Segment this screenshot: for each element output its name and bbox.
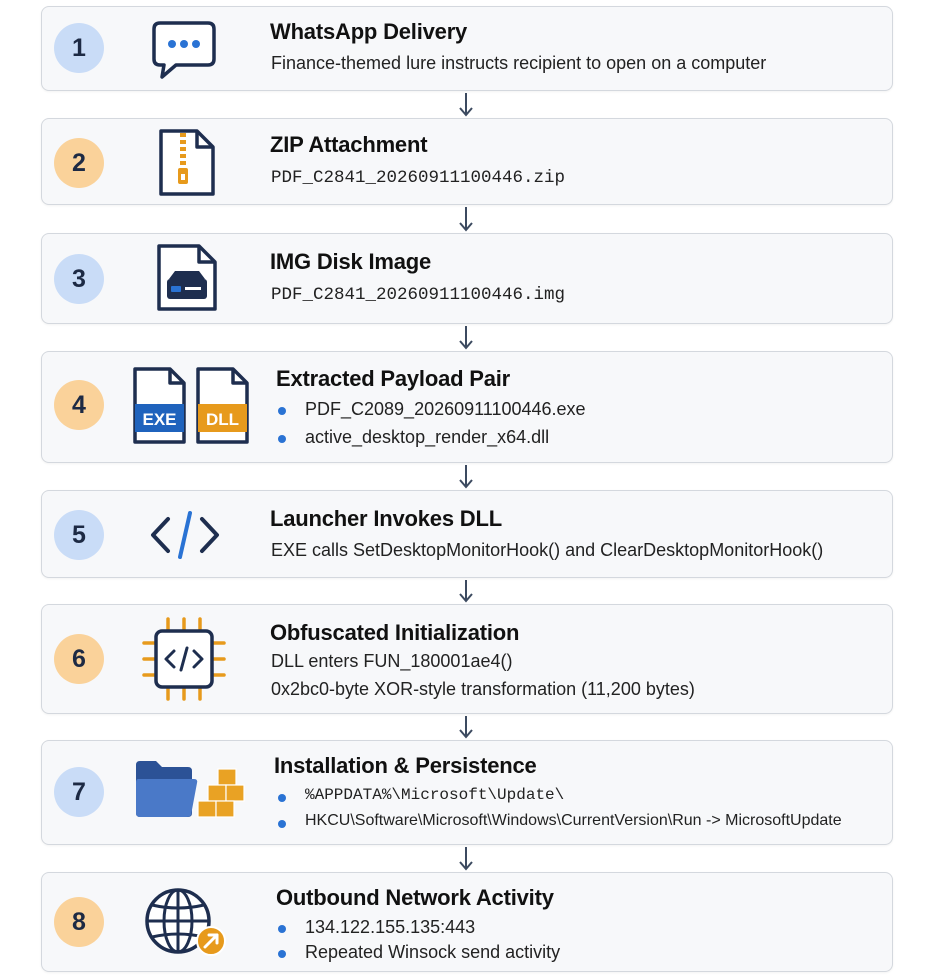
step-number-badge: 5: [54, 510, 104, 560]
exe-dll-files-icon: [132, 366, 252, 446]
step-number-badge: 4: [54, 380, 104, 430]
step-card-4: [41, 351, 893, 463]
step-card-6: [41, 604, 893, 714]
flow-arrow: [458, 91, 474, 118]
step-card-3: [41, 233, 893, 324]
step-number-badge: 7: [54, 767, 104, 817]
bullet-dot: [278, 925, 286, 933]
step-description: Finance-themed lure instructs recipient to open on a computer: [271, 53, 767, 73]
bullet-text: PDF_C2089_20260911100446.exe: [305, 399, 586, 419]
step-title: Installation & Persistence: [274, 753, 537, 778]
flow-arrow: [458, 714, 474, 740]
step-number-badge: 2: [54, 138, 104, 188]
code-brackets-icon: [148, 509, 222, 561]
bullet-text: 134.122.155.135:443: [305, 917, 476, 937]
bullet-dot: [278, 950, 286, 958]
step-description: PDF_C2841_20260911100446.img: [271, 285, 566, 305]
exe-file-label: EXE: [142, 410, 177, 429]
step-description: DLL enters FUN_180001ae4(): [271, 651, 513, 671]
step-description: 0x2bc0-byte XOR-style transformation (11,200 bytes): [271, 679, 695, 699]
step-description: PDF_C2841_20260911100446.zip: [271, 168, 566, 188]
flow-arrow: [458, 324, 474, 351]
bullet-text: Repeated Winsock send activity: [305, 942, 561, 962]
step-card-8: [41, 872, 893, 972]
globe-network-icon: [142, 885, 232, 959]
step-title: Launcher Invokes DLL: [270, 506, 502, 531]
step-number-badge: 3: [54, 254, 104, 304]
dll-file-label: DLL: [205, 410, 240, 429]
disk-image-icon: [155, 243, 219, 313]
bullet-dot: [278, 407, 286, 415]
bullet-dot: [278, 435, 286, 443]
step-card-7: [41, 740, 893, 845]
step-card-5: [41, 490, 893, 578]
step-number-badge: 1: [54, 23, 104, 73]
step-description: EXE calls SetDesktopMonitorHook() and ClearDesktopMonitorHook(): [271, 540, 824, 560]
bullet-text: active_desktop_render_x64.dll: [305, 427, 550, 447]
step-title: Outbound Network Activity: [276, 885, 554, 910]
bullet-dot: [278, 820, 286, 828]
flow-arrow: [458, 205, 474, 233]
code-chip-icon: [140, 617, 228, 701]
bullet-dot: [278, 794, 286, 802]
step-number-badge: 6: [54, 634, 104, 684]
zip-file-icon: [157, 128, 217, 198]
step-card-2: [41, 118, 893, 205]
chat-bubble-icon: [152, 19, 216, 81]
flow-arrow: [458, 578, 474, 604]
step-number-badge: 8: [54, 897, 104, 947]
bullet-text: HKCU\Software\Microsoft\Windows\CurrentVersion\Run -> MicrosoftUpdate: [305, 812, 842, 829]
step-title: ZIP Attachment: [270, 132, 428, 157]
step-card-1: [41, 6, 893, 91]
step-title: WhatsApp Delivery: [270, 19, 468, 44]
step-title: IMG Disk Image: [270, 249, 432, 274]
bullet-text: %APPDATA%\Microsoft\Update\: [305, 786, 565, 804]
step-title: Extracted Payload Pair: [276, 366, 511, 391]
step-title: Obfuscated Initialization: [270, 620, 520, 645]
flow-arrow: [458, 463, 474, 490]
folder-boxes-icon: [134, 759, 250, 825]
flow-arrow: [458, 845, 474, 872]
